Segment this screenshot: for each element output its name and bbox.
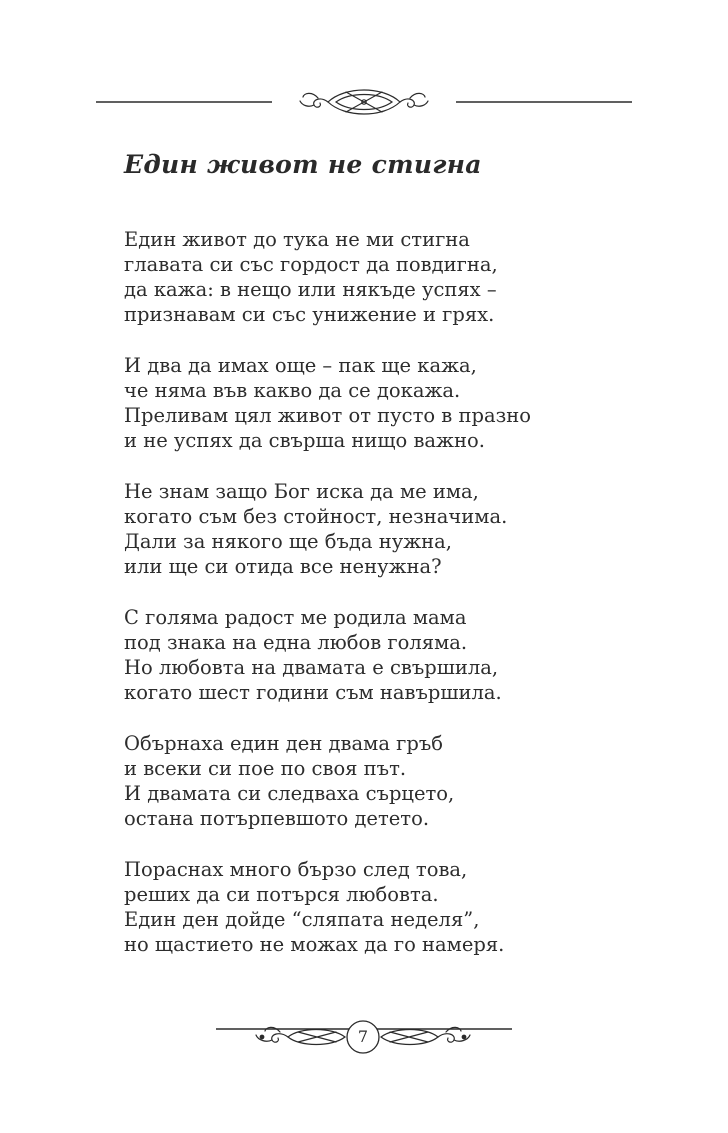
- verse-line: че няма във какво да се докажа.: [124, 379, 461, 402]
- verse-line: Не знам защо Бог иска да ме има,: [124, 480, 479, 503]
- verse-line: или ще си отида все ненужна?: [124, 555, 442, 578]
- verse-line: Един живот до тука не ми стигна: [124, 228, 470, 251]
- stanza: [124, 857, 604, 957]
- verse-line: но щастието не можах да го намеря.: [124, 933, 505, 956]
- verse-line: И два да имах още – пак ще кажа,: [124, 354, 477, 377]
- stanza: [124, 605, 604, 705]
- verse-line: И двамата си следваха сърцето,: [124, 782, 455, 805]
- verse-line: да кажа: в нещо или някъде успях –: [124, 278, 497, 301]
- poem-body: [124, 227, 604, 983]
- verse-line: когато шест години съм навършила.: [124, 681, 502, 704]
- verse-line: главата си със гордост да повдигна,: [124, 253, 498, 276]
- verse-line: Пораснах много бързо след това,: [124, 858, 468, 881]
- verse-line: Преливам цял живот от пусто в празно: [124, 404, 531, 427]
- verse-line: и всеки си пое по своя път.: [124, 757, 407, 780]
- verse-line: признавам си със унижение и грях.: [124, 303, 495, 326]
- stanza: [124, 227, 604, 327]
- stanza: [124, 731, 604, 831]
- verse-line: когато съм без стойност, незначима.: [124, 505, 508, 528]
- verse-line: Дали за някого ще бъда нужна,: [124, 530, 452, 553]
- verse-line: Но любовта на двамата е свършила,: [124, 656, 499, 679]
- verse-line: С голяма радост ме родила мама: [124, 606, 467, 629]
- stanza: [124, 479, 604, 579]
- verse-line: и не успях да свърша нищо важно.: [124, 429, 485, 452]
- page-number: 7: [357, 1027, 369, 1046]
- stanza: [124, 353, 604, 453]
- poem-title: Един живот не стигна: [124, 150, 482, 179]
- verse-line: реших да си потърся любовта.: [124, 883, 439, 906]
- verse-line: остана потърпевшото детето.: [124, 807, 430, 830]
- verse-line: Един ден дойде “сляпата неделя”,: [124, 908, 480, 931]
- verse-line: Обърнаха един ден двама гръб: [124, 732, 443, 755]
- header-ornament: [0, 78, 728, 126]
- verse-line: под знака на една любов голяма.: [124, 631, 468, 654]
